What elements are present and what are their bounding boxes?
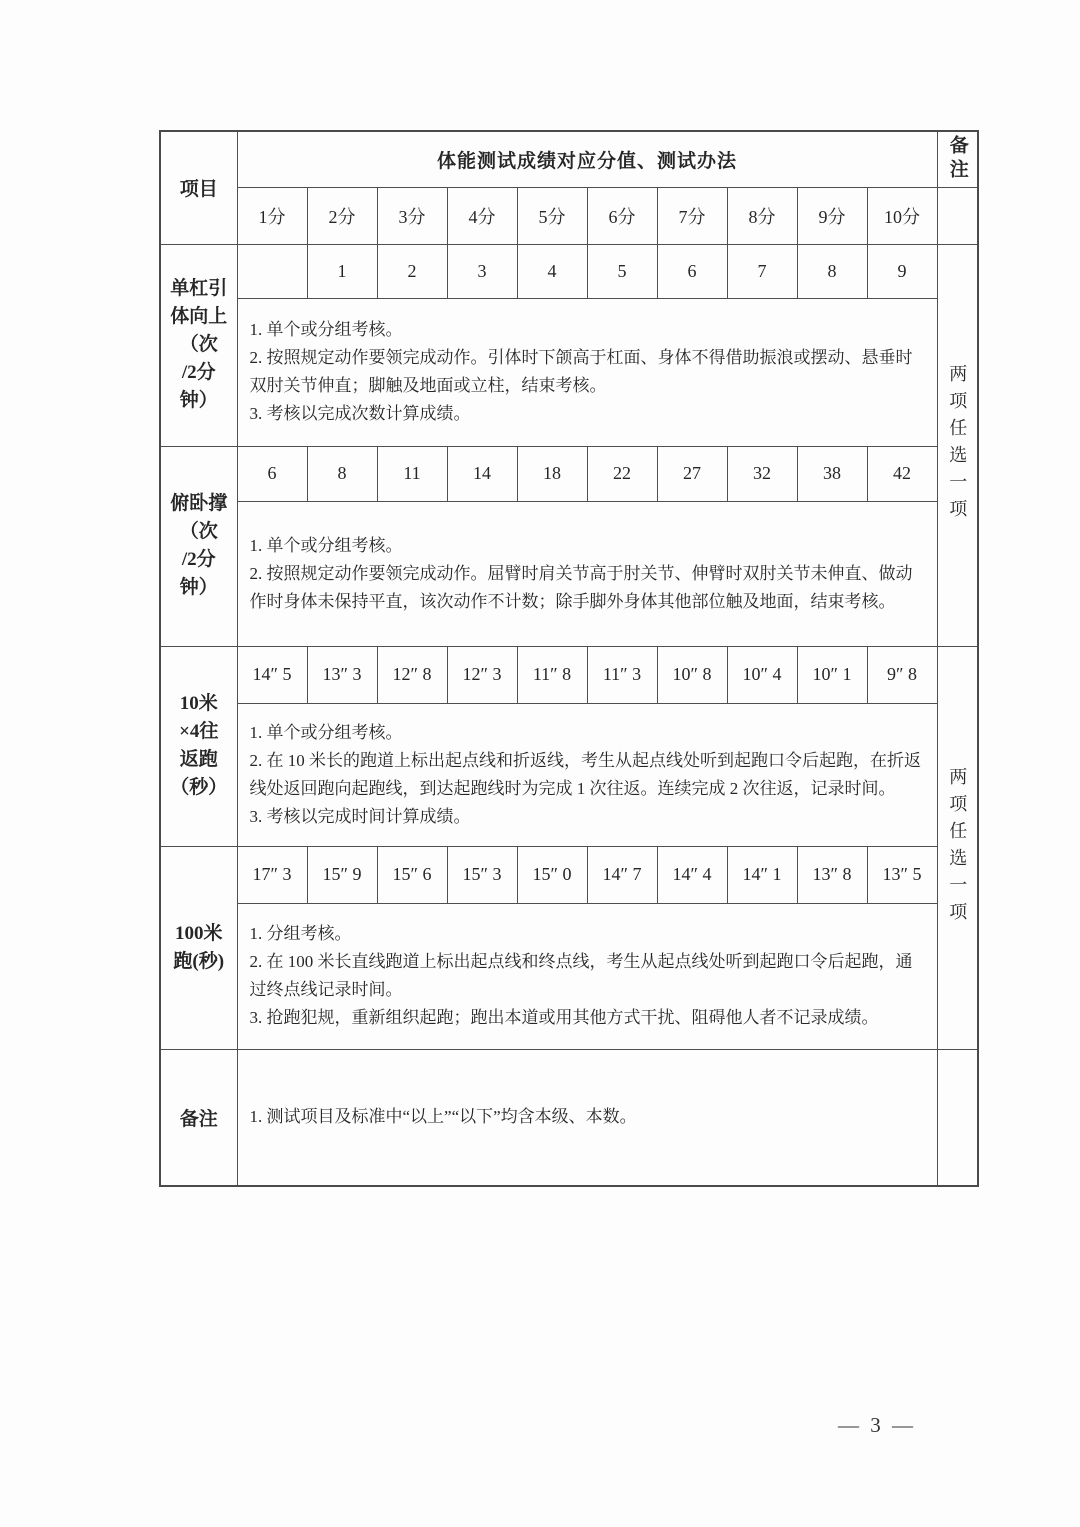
score-value-cell: 7	[727, 244, 797, 298]
score-header-cell: 2分	[307, 187, 377, 244]
row-label-line: （次	[179, 334, 218, 355]
score-value-cell: 14	[447, 446, 517, 501]
score-value-cell: 14″ 4	[657, 846, 727, 903]
row-label-line: /2分	[181, 549, 216, 570]
score-value-cell: 11″ 3	[587, 646, 657, 703]
footer-remark-notes	[237, 1049, 937, 1186]
score-value-cell: 12″ 3	[447, 646, 517, 703]
score-header-cell: 4分	[447, 187, 517, 244]
remark-empty-footer-cell	[937, 1049, 978, 1186]
test-method-notes-shuttle-run	[237, 703, 937, 846]
note-line: 3. 考核以完成次数计算成绩。	[249, 404, 471, 423]
score-value-cell: 22	[587, 446, 657, 501]
note-line: 1. 测试项目及标准中“以上”“以下”均含本级、本数。	[249, 1107, 637, 1127]
score-header-cell: 5分	[517, 187, 587, 244]
score-value-cell	[237, 244, 307, 298]
row-label-line: 跑(秒)	[173, 950, 225, 972]
row-label-pushups	[160, 446, 237, 646]
fitness-test-table	[159, 130, 979, 1187]
score-value-cell: 15″ 9	[307, 846, 377, 903]
score-value-cell: 32	[727, 446, 797, 501]
score-value-cell: 15″ 0	[517, 846, 587, 903]
row-label-line: 10米	[179, 693, 218, 714]
score-value-cell: 1	[307, 244, 377, 298]
score-value-cell: 18	[517, 446, 587, 501]
row-label-line: 钟）	[179, 390, 218, 411]
header-item-cell: 项目	[160, 131, 237, 244]
row-label-line: （秒）	[170, 777, 228, 798]
note-line: 2. 在 10 米长的跑道上标出起点线和折返线，考生从起点线处听到起跑口令后起跑，在折返线处返回跑向起跑线，到达起跑线时为完成 1 次往返。连续完成 2 次往返，记录时间。	[249, 750, 921, 798]
score-value-cell: 5	[587, 244, 657, 298]
remark-choose-one-cell-1	[937, 244, 978, 646]
note-line: 3. 考核以完成时间计算成绩。	[249, 806, 471, 826]
test-method-notes-100m-run	[237, 903, 937, 1049]
row-label-line: ×4往	[179, 721, 219, 742]
score-value-cell: 4	[517, 244, 587, 298]
row-label-line: 体向上	[170, 306, 228, 327]
score-value-cell: 14″ 5	[237, 646, 307, 703]
score-value-cell: 13″ 5	[867, 846, 937, 903]
score-value-cell: 13″ 8	[797, 846, 867, 903]
score-header-cell: 3分	[377, 187, 447, 244]
score-value-cell: 8	[307, 446, 377, 501]
note-line: 1. 单个或分组考核。	[249, 535, 403, 555]
note-line: 2. 在 100 米长直线跑道上标出起点线和终点线，考生从起点线处听到起跑口令后起跑，通过终点线记录时间。	[249, 952, 913, 999]
row-label-line: 返跑	[179, 749, 218, 770]
note-line: 1. 分组考核。	[249, 924, 352, 943]
score-value-cell: 13″ 3	[307, 646, 377, 703]
row-label-shuttle-run	[160, 646, 237, 846]
score-value-cell: 10″ 1	[797, 646, 867, 703]
score-value-cell: 9	[867, 244, 937, 298]
score-header-cell: 9分	[797, 187, 867, 244]
score-value-cell: 10″ 4	[727, 646, 797, 703]
row-label-line: 100米	[174, 922, 223, 944]
score-header-cell: 6分	[587, 187, 657, 244]
table-title: 体能测试成绩对应分值、测试办法	[237, 131, 937, 187]
score-value-cell: 17″ 3	[237, 846, 307, 903]
row-label-100m-run	[160, 846, 237, 1049]
remark-header-cell	[937, 131, 978, 187]
score-value-cell: 9″ 8	[867, 646, 937, 703]
score-value-cell: 8	[797, 244, 867, 298]
score-value-cell: 42	[867, 446, 937, 501]
page-number: — 3 —	[838, 1413, 916, 1437]
remark-empty-header-cell	[937, 187, 978, 244]
row-label-pullups	[160, 244, 237, 446]
footer-remark-label: 备注	[160, 1049, 237, 1186]
score-value-cell: 6	[657, 244, 727, 298]
row-label-line: 钟）	[179, 577, 218, 598]
score-header-cell: 10分	[867, 187, 937, 244]
remark-header-label: 备注	[946, 135, 968, 184]
score-value-cell: 15″ 6	[377, 846, 447, 903]
row-label-line: 单杠引	[170, 278, 228, 299]
score-value-cell: 2	[377, 244, 447, 298]
note-line: 1. 单个或分组考核。	[249, 722, 403, 742]
score-value-cell: 11	[377, 446, 447, 501]
test-method-notes-pullups	[237, 298, 937, 446]
remark-choose-one-cell-2	[937, 646, 978, 1049]
row-label-line: （次	[179, 521, 218, 542]
test-method-notes-pushups	[237, 501, 937, 646]
score-value-cell: 12″ 8	[377, 646, 447, 703]
note-line: 1. 单个或分组考核。	[249, 320, 403, 339]
remark-choose-one-label: 两项任选一项	[947, 766, 968, 929]
score-header-cell: 1分	[237, 187, 307, 244]
score-value-cell: 14″ 7	[587, 846, 657, 903]
score-header-cell: 8分	[727, 187, 797, 244]
row-label-line: /2分	[181, 362, 216, 383]
score-value-cell: 10″ 8	[657, 646, 727, 703]
remark-choose-one-label: 两项任选一项	[947, 364, 968, 526]
score-value-cell: 11″ 8	[517, 646, 587, 703]
score-value-cell: 3	[447, 244, 517, 298]
score-header-cell: 7分	[657, 187, 727, 244]
score-value-cell: 27	[657, 446, 727, 501]
note-line: 3. 抢跑犯规，重新组织起跑；跑出本道或用其他方式干扰、阻碍他人者不记录成绩。	[249, 1008, 879, 1027]
score-value-cell: 15″ 3	[447, 846, 517, 903]
score-value-cell: 14″ 1	[727, 846, 797, 903]
score-value-cell: 38	[797, 446, 867, 501]
note-line: 2. 按照规定动作要领完成动作。引体时下颌高于杠面、身体不得借助振浪或摆动、悬垂时双肘关节伸直；脚触及地面或立柱，结束考核。	[249, 348, 913, 395]
score-value-cell: 6	[237, 446, 307, 501]
row-label-line: 俯卧撑	[170, 493, 228, 514]
note-line: 2. 按照规定动作要领完成动作。屈臂时肩关节高于肘关节、伸臂时双肘关节未伸直、做动作时身体未保持平直，该次动作不计数；除手脚外身体其他部位触及地面，结束考核。	[249, 563, 913, 611]
